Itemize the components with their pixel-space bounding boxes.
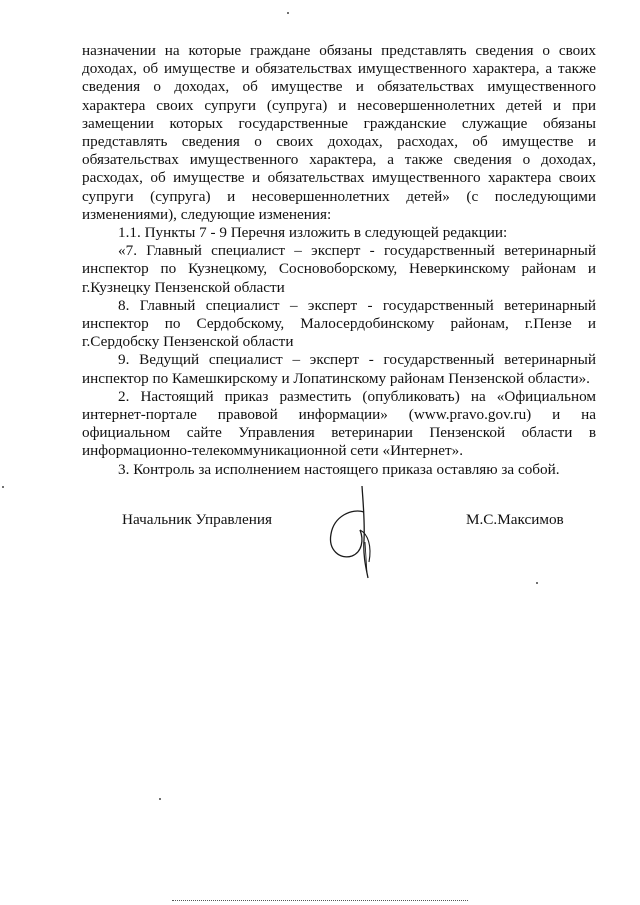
signatory-name: М.С.Максимов — [466, 511, 564, 528]
scan-speck — [287, 12, 289, 14]
scan-speck — [2, 486, 4, 488]
paragraph-item-3: 3. Контроль за исполнением настоящего приказа оставляю за собой. — [118, 460, 560, 478]
paragraph-item-2: 2. Настоящий приказ разместить (опубликовать) на «Официальном интернет-портале правовой информации» (www.pravo.gov.ru) и на официальном сайте Управления ветеринарии Пензенской области в информационно-телекоммуникационной сети «Интернет». — [82, 387, 596, 460]
paragraph-item-1-1: 1.1. Пункты 7 - 9 Перечня изложить в следующей редакции: — [118, 224, 508, 242]
paragraph-item-8: 8. Главный специалист – эксперт - государственный ветеринарный инспектор по Сердобскому, Малосердобинскому районам, г.Пензе и г.Сердобску Пензенской области — [82, 296, 596, 351]
handwritten-signature — [322, 482, 382, 582]
paragraph-item-9: 9. Ведущий специалист – эксперт - государственный ветеринарный инспектор по Камешкирскому и Лопатинскому районам Пензенской области». — [82, 351, 596, 387]
paragraph-continuation: назначении на которые граждане обязаны представлять сведения о своих доходах, об имуществе и обязательствах имущественного характера, а также сведения о доходах, об имуществе и обязательствах имущественного характера своих супруги (супруга) и несовершеннолетних детей и при замещении которых государственные гражданские служащие обязаны представлять сведения о своих доходах, расходах, об имуществе и обязательствах имущественного характера, а также сведения о доходах, расходах, об имуществе и обязательствах имущественного характера своих супруги (супруга) и несовершеннолетних детей» (с последующими изменениями), следующие изменения: — [82, 42, 596, 223]
scan-speck — [536, 582, 538, 584]
footer-dotted-rule — [172, 900, 468, 901]
signatory-title: Начальник Управления — [122, 511, 272, 528]
scan-speck — [159, 798, 161, 800]
paragraph-item-7: «7. Главный специалист – эксперт - государственный ветеринарный инспектор по Кузнецкому, Сосновоборскому, Неверкинскому районам и г.Кузнецку Пензенской области — [82, 242, 596, 296]
document-body — [82, 42, 596, 479]
